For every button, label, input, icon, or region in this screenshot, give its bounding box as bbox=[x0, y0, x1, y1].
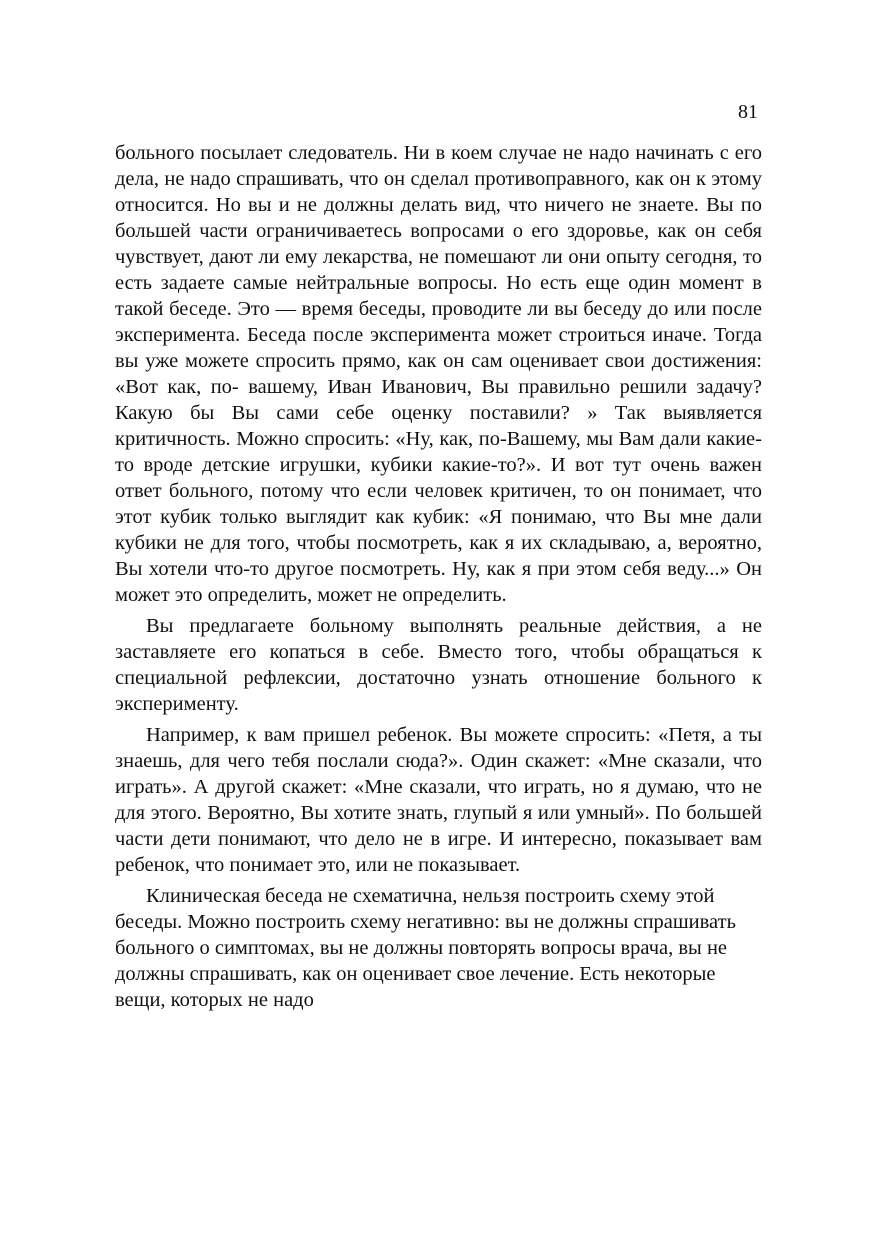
paragraph: Клиническая беседа не схематична, нельзя построить схему этой беседы. Можно построить схему негативно: вы не должны спрашивать больного о симптомах, вы не должны повторять вопросы врача, вы не должны спрашивать, как он оценивает свое лечение. Есть некоторые вещи, которых не надо bbox=[115, 885, 736, 1011]
paragraph: больного посылает следователь. Ни в коем случае не надо начинать с его дела, не надо спрашивать, что он сделал противоправного, как он к этому относится. Но вы и не должны делать вид, что ничего не знаете. Вы по большей части ограничиваетесь вопросами о его здоровье, как он себя чувствует, дают ли ему лекарства, не помешают ли они опыту сегодня, то есть задаете самые нейтральные вопросы. Но есть еще один момент в такой беседе. Это — время беседы, проводите ли вы беседу до или после эксперимента. Беседа после эксперимента может строиться иначе. Тогда вы уже можете спросить прямо, как он сам оценивает свои достижения: «Вот как, по- вашему, Иван Иванович, Вы правильно решили задачу? Какую бы Вы сами себе оценку поставили? » Так выявляется критичность. Можно спросить: «Ну, как, по-Вашему, мы Вам дали какие-то вроде детские игрушки, кубики какие-то?». И вот тут очень важен ответ больного, потому что если человек критичен, то он понимает, что этот кубик только выглядит как кубик: «Я понимаю, что Вы мне дали кубики не для того, чтобы посмотреть, как я их складываю, а, вероятно, Вы хотели что-то другое посмотреть. Ну, как я при этом себя веду...» Он может это определить, может не определить. bbox=[115, 142, 762, 606]
paragraph: Вы предлагаете больному выполнять реальные действия, а не заставляете его копаться в себе. Вместо того, чтобы обращаться к специальной рефлексии, достаточно узнать отношение больного к эксперименту. bbox=[115, 615, 762, 715]
page-number: 81 bbox=[738, 101, 758, 123]
text-body bbox=[115, 140, 762, 1013]
paragraph: Например, к вам пришел ребенок. Вы можете спросить: «Петя, а ты знаешь, для чего тебя послали сюда?». Один скажет: «Мне сказали, что играть». А другой скажет: «Мне сказали, что играть, но я думаю, что не для этого. Вероятно, Вы хотите знать, глупый я или умный». По большей части дети понимают, что дело не в игре. И интересно, показывает вам ребенок, что понимает это, или не показывает. bbox=[115, 724, 762, 876]
